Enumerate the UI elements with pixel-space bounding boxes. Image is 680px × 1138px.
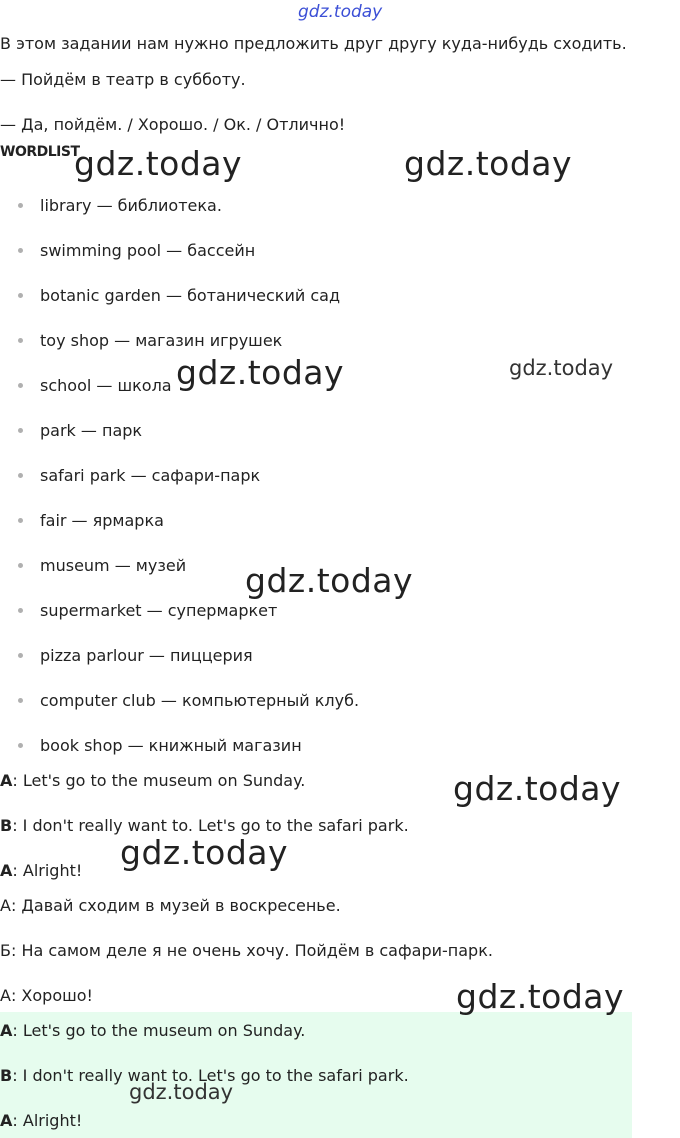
intro-text: В этом задании нам нужно предложить друг другу куда-нибудь сходить. [0, 34, 627, 53]
bullet-icon [18, 698, 23, 703]
bullet-icon [18, 608, 23, 613]
list-item [18, 376, 172, 396]
list-item [18, 556, 186, 576]
list-item [18, 331, 282, 351]
bullet-icon [18, 248, 23, 253]
highlighted-dialogue-line [0, 1021, 305, 1041]
dialogue-text: : Alright! [12, 1111, 83, 1130]
wordlist-heading: WORDLIST [0, 144, 80, 160]
speaker-label: A [0, 771, 13, 790]
bullet-icon [18, 383, 23, 388]
list-item [18, 691, 359, 711]
watermark: gdz.today [298, 2, 383, 22]
list-item-text: swimming pool — бассейн [40, 241, 256, 260]
bullet-icon [18, 293, 23, 298]
translation-line: Б: На самом деле я не очень хочу. Пойдём в сафари-парк. [0, 941, 493, 960]
list-item [18, 421, 142, 441]
bullet-icon [18, 473, 23, 478]
list-item [18, 601, 277, 621]
watermark: gdz.today [456, 977, 625, 1016]
bullet-icon [18, 743, 23, 748]
list-item-text: park — парк [40, 421, 143, 440]
list-item-text: botanic garden — ботанический сад [40, 286, 341, 305]
speaker-label: B [0, 816, 13, 835]
watermark: gdz.today [509, 356, 614, 380]
speaker-label: B [0, 1066, 13, 1085]
list-item [18, 736, 302, 756]
intro-example-2: — Да, пойдём. / Хорошо. / Ок. / Отлично! [0, 115, 346, 134]
list-item [18, 196, 222, 216]
dialogue-text: : Let's go to the museum on Sunday. [12, 1021, 306, 1040]
bullet-icon [18, 203, 23, 208]
list-item [18, 646, 253, 666]
list-item-text: safari park — сафари-парк [40, 466, 261, 485]
dialogue-line [0, 771, 305, 791]
list-item-text: toy shop — магазин игрушек [40, 331, 283, 350]
list-item [18, 466, 260, 486]
speaker-label: A [0, 1021, 13, 1040]
dialogue-text: : Let's go to the museum on Sunday. [12, 771, 306, 790]
list-item [18, 286, 340, 306]
list-item-text: computer club — компьютерный клуб. [40, 691, 360, 710]
watermark: gdz.today [176, 353, 345, 392]
watermark: gdz.today [453, 769, 622, 808]
watermark: gdz.today [120, 833, 289, 872]
list-item-text: pizza parlour — пиццерия [40, 646, 253, 665]
intro-example-1: — Пойдём в театр в субботу. [0, 70, 246, 89]
dialogue-text: : Alright! [12, 861, 83, 880]
list-item-text: museum — музей [40, 556, 187, 575]
translation-line: А: Давай сходим в музей в воскресенье. [0, 896, 341, 915]
list-item-text: supermarket — супермаркет [40, 601, 278, 620]
highlighted-dialogue-line [0, 1111, 82, 1131]
speaker-label: A [0, 861, 13, 880]
list-item [18, 241, 255, 261]
watermark: gdz.today [129, 1080, 234, 1104]
watermark: gdz.today [245, 561, 414, 600]
dialogue-text: : I don't really want to. Let's go to the safari park. [12, 1066, 409, 1085]
dialogue-line [0, 861, 82, 881]
bullet-icon [18, 518, 23, 523]
list-item-text: library — библиотека. [40, 196, 222, 215]
watermark: gdz.today [404, 144, 573, 183]
bullet-icon [18, 563, 23, 568]
bullet-icon [18, 653, 23, 658]
bullet-icon [18, 428, 23, 433]
list-item [18, 511, 164, 531]
list-item-text: school — школа [40, 376, 172, 395]
translation-line: А: Хорошо! [0, 986, 93, 1005]
list-item-text: book shop — книжный магазин [40, 736, 302, 755]
speaker-label: A [0, 1111, 13, 1130]
list-item-text: fair — ярмарка [40, 511, 164, 530]
watermark: gdz.today [74, 144, 243, 183]
bullet-icon [18, 338, 23, 343]
dialogue-text: : I don't really want to. Let's go to the safari park. [12, 816, 409, 835]
